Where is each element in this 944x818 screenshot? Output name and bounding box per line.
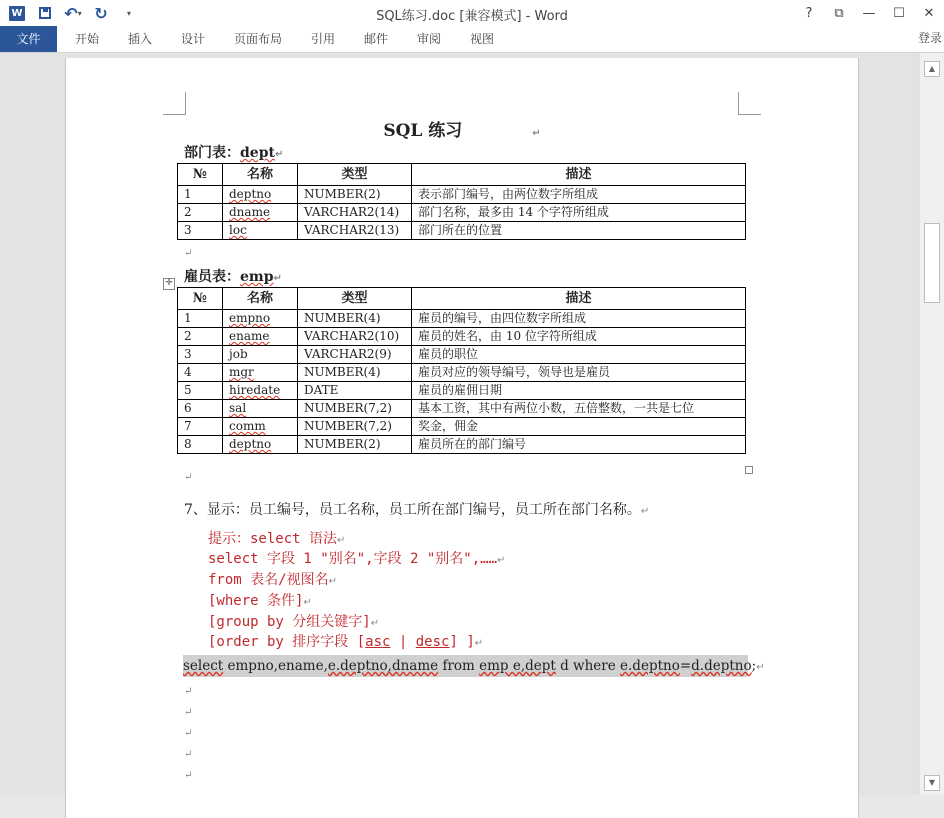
cell: 2 [178,204,223,222]
hint-line: from 表名/视图名↵ [208,572,337,588]
emp-heading: 雇员表：emp↵ [184,269,282,285]
hint-line: 提示：select 语法↵ [208,531,346,547]
customize-dropdown-icon: ▾ [126,8,131,18]
scroll-up-arrow-icon[interactable]: ▲ [924,61,940,77]
cell: mgr [223,364,298,382]
cell: comm [223,418,298,436]
paragraph-mark: ↵ [184,707,193,718]
cell: 2 [178,328,223,346]
cell: 基本工资，其中有两位小数，五倍整数，一共是七位 [412,400,746,418]
table-row [178,400,746,418]
vertical-scrollbar[interactable] [919,53,944,795]
table-row [178,328,746,346]
cell: VARCHAR2(9) [298,346,412,364]
cell: NUMBER(4) [298,364,412,382]
table-row [178,346,746,364]
cell: 7 [178,418,223,436]
crop-mark-top-left [163,92,186,115]
header-name: 名称 [223,288,298,310]
question-text: 7、显示：员工编号，员工名称，员工所在部门编号，员工所在部门名称。↵ [184,502,650,518]
table-row [178,418,746,436]
cell: 奖金，佣金 [412,418,746,436]
emp-table [177,287,746,454]
paragraph-mark: ↵ [184,472,193,483]
cell: 雇员的姓名，由 10 位字符所组成 [412,328,746,346]
cell: NUMBER(4) [298,310,412,328]
cell: 3 [178,346,223,364]
cell: 雇员对应的领导编号，领导也是雇员 [412,364,746,382]
window-title: SQL练习.doc [兼容模式] - Word [376,9,568,24]
close-button[interactable]: ✕ [923,5,935,21]
hint-line: [order by 排序字段 [asc | desc] ]↵ [208,634,484,650]
cell: VARCHAR2(13) [298,222,412,240]
tab-file[interactable]: 文件 [0,26,57,52]
paragraph-mark: ↵ [184,749,193,760]
table-row [178,364,746,382]
cell: 部门所在的位置 [412,222,746,240]
cell: deptno [223,436,298,454]
paragraph-mark: ↵ [184,686,193,697]
cell: ename [223,328,298,346]
cell: 部门名称，最多由 14 个字符所组成 [412,204,746,222]
tab-page-layout[interactable]: 页面布局 [234,32,283,46]
repeat-icon: ↻ [94,3,108,23]
restore-button[interactable]: ☐ [893,5,905,21]
cell: empno [223,310,298,328]
dept-heading: 部门表：dept↵ [184,145,284,161]
table-header-row [178,164,746,186]
undo-icon: ↶ [64,3,78,23]
hint-line: [where 条件]↵ [208,593,312,609]
dept-table [177,163,746,240]
table-resize-handle[interactable] [745,466,753,474]
tab-review[interactable]: 审阅 [417,32,442,46]
header-type: 类型 [298,288,412,310]
scroll-thumb[interactable] [924,223,940,303]
table-header-row [178,288,746,310]
cell: sal [223,400,298,418]
ribbon-display-options-button[interactable]: ⧉ [834,5,844,21]
header-name: 名称 [223,164,298,186]
paragraph-mark: ↵ [184,728,193,739]
undo-dropdown-icon[interactable]: ▾ [77,8,82,18]
document-page[interactable] [65,58,859,818]
cell: 雇员的职位 [412,346,746,364]
title-bar [0,0,944,27]
sql-answer-selected[interactable]: select empno,ename,e.deptno,dname from emp e,dept d where e.deptno=d.deptno;↵ [183,655,748,677]
tab-references[interactable]: 引用 [311,32,336,46]
cell: hiredate [223,382,298,400]
document-title: SQL 练习 ↵ [383,121,541,141]
cell: 8 [178,436,223,454]
header-desc: 描述 [412,164,746,186]
word-logo-icon: W [9,6,25,21]
table-row [178,222,746,240]
table-row [178,204,746,222]
help-button[interactable]: ? [805,5,813,21]
tab-insert[interactable]: 插入 [128,32,153,46]
cell: loc [223,222,298,240]
cell: dname [223,204,298,222]
table-row [178,382,746,400]
cell: 雇员的雇佣日期 [412,382,746,400]
cell: 6 [178,400,223,418]
header-type: 类型 [298,164,412,186]
cell: NUMBER(2) [298,186,412,204]
paragraph-mark: ↵ [184,248,193,259]
sign-in-link[interactable]: 登录 [917,31,942,45]
cell: NUMBER(7,2) [298,418,412,436]
cell: 雇员的编号，由四位数字所组成 [412,310,746,328]
tab-mailings[interactable]: 邮件 [364,32,389,46]
header-no: № [178,288,223,310]
cell: 表示部门编号，由两位数字所组成 [412,186,746,204]
tab-design[interactable]: 设计 [181,32,206,46]
header-no: № [178,164,223,186]
cell: VARCHAR2(14) [298,204,412,222]
table-row [178,186,746,204]
tab-home[interactable]: 开始 [75,32,100,46]
table-move-handle-icon[interactable]: ✛ [163,278,175,290]
cell: deptno [223,186,298,204]
document-area [0,53,920,795]
table-row [178,436,746,454]
cell: 1 [178,186,223,204]
cell: 4 [178,364,223,382]
window-controls [794,0,944,26]
hint-line: select 字段 1 "别名",字段 2 "别名",……↵ [208,551,506,567]
cell: 3 [178,222,223,240]
paragraph-mark: ↵ [184,770,193,781]
cell: 5 [178,382,223,400]
cell: job [223,346,298,364]
cell: VARCHAR2(10) [298,328,412,346]
scroll-down-arrow-icon[interactable]: ▼ [924,775,940,791]
hint-line: [group by 分组关键字]↵ [208,614,380,630]
minimize-button[interactable]: — [862,5,876,21]
cell: DATE [298,382,412,400]
tab-view[interactable]: 视图 [470,32,495,46]
header-desc: 描述 [412,288,746,310]
cell: 雇员所在的部门编号 [412,436,746,454]
cell: NUMBER(2) [298,436,412,454]
table-row [178,310,746,328]
crop-mark-top-right [738,92,761,115]
cell: NUMBER(7,2) [298,400,412,418]
cell: 1 [178,310,223,328]
ribbon-tabs [0,26,944,53]
